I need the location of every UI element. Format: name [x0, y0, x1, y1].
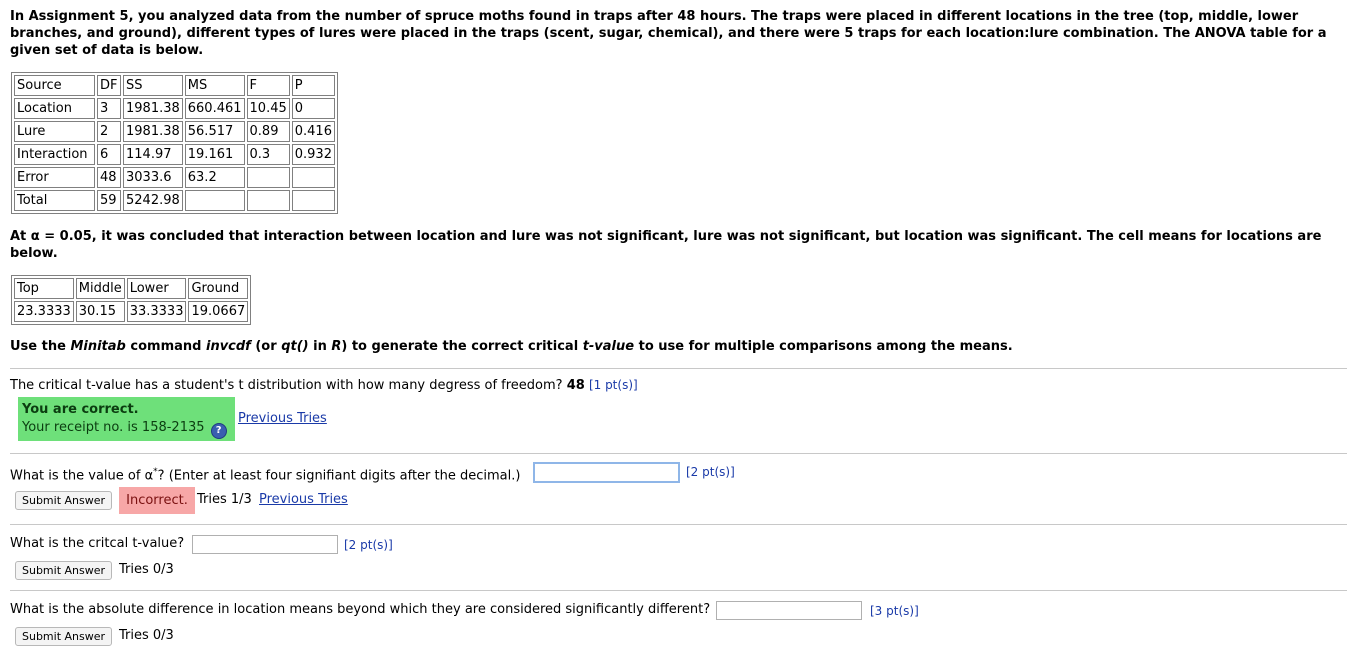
divider [10, 453, 1347, 454]
instruction-part: Use the [10, 339, 71, 354]
question-4-text: What is the absolute difference in location means beyond which they are considered significantly different? [10, 602, 711, 617]
anova-table [11, 72, 338, 214]
table-cell: 48 [97, 167, 121, 188]
help-icon[interactable]: ? [211, 423, 227, 439]
location-means-table [11, 275, 251, 325]
question-2-points: [2 pt(s)] [686, 465, 735, 479]
table-cell [247, 190, 290, 211]
table-cell: Error [14, 167, 95, 188]
table-cell: 6 [97, 144, 121, 165]
header-cell: F [247, 75, 290, 96]
minitab-term: Minitab [70, 339, 126, 354]
divider [10, 524, 1347, 525]
table-row [14, 121, 335, 142]
question-3 [10, 535, 184, 553]
header-cell: Top [14, 278, 74, 299]
table-cell: 1981.38 [123, 121, 183, 142]
submit-answer-button-q2[interactable]: Submit Answer [15, 491, 112, 510]
table-cell: Location [14, 98, 95, 119]
question-1-text: The critical t-value has a student's t distribution with how many degress of freedom? [10, 378, 563, 393]
question-2-text-pre: What is the value of α [10, 468, 154, 484]
table-cell: 19.0667 [188, 301, 248, 322]
instruction-part: in [308, 339, 332, 354]
table-cell [292, 167, 335, 188]
header-cell: Ground [188, 278, 248, 299]
table-cell: 33.3333 [127, 301, 187, 322]
table-cell: 0.89 [247, 121, 290, 142]
instruction-part: to use for multiple comparisons among the means. [634, 339, 1013, 354]
header-cell: Middle [76, 278, 125, 299]
divider [10, 368, 1347, 369]
anova-header-row [14, 75, 335, 96]
table-cell: 2 [97, 121, 121, 142]
question-1-previous-tries-link[interactable]: Previous Tries [238, 411, 327, 426]
table-cell: Interaction [14, 144, 95, 165]
header-cell: Lower [127, 278, 187, 299]
question-2-previous-tries-link[interactable]: Previous Tries [259, 492, 348, 507]
table-cell: 0.3 [247, 144, 290, 165]
instruction-part: command [125, 339, 206, 354]
submit-answer-button-q4[interactable]: Submit Answer [15, 627, 112, 646]
question-4-tries: Tries 0/3 [119, 628, 174, 643]
table-cell [185, 190, 245, 211]
question-2-text-post: ? (Enter at least four signifiant digits after the decimal.) [157, 468, 521, 484]
question-3-points: [2 pt(s)] [344, 538, 393, 552]
table-cell: 30.15 [76, 301, 125, 322]
table-cell: 23.3333 [14, 301, 74, 322]
table-row [14, 190, 335, 211]
header-cell: SS [123, 75, 183, 96]
incorrect-badge: Incorrect. [119, 487, 195, 514]
question-2 [10, 463, 520, 485]
table-cell: Total [14, 190, 95, 211]
table-cell: 19.161 [185, 144, 245, 165]
table-cell: 63.2 [185, 167, 245, 188]
table-cell: 5242.98 [123, 190, 183, 211]
receipt-line [22, 420, 227, 439]
table-cell: 660.461 [185, 98, 245, 119]
table-cell: 0.932 [292, 144, 335, 165]
correct-title: You are correct. [22, 402, 139, 417]
conclusion-text: At α = 0.05, it was concluded that interaction between location and lure was not significant, lure was not significant, but location was significant. The cell means for locations are below. [10, 229, 1322, 261]
table-cell: 114.97 [123, 144, 183, 165]
question-3-tries: Tries 0/3 [119, 562, 174, 577]
alpha-star-input[interactable] [533, 462, 680, 483]
table-cell: 0.416 [292, 121, 335, 142]
qt-term: qt() [281, 339, 309, 354]
table-row [14, 301, 248, 322]
question-4 [10, 601, 710, 619]
correct-feedback [18, 397, 235, 441]
question-1-answer: 48 [566, 378, 585, 393]
table-cell: 3033.6 [123, 167, 183, 188]
table-cell: Lure [14, 121, 95, 142]
r-term: R [331, 339, 342, 354]
question-4-points: [3 pt(s)] [870, 604, 919, 618]
table-cell: 56.517 [185, 121, 245, 142]
receipt-text: Your receipt no. is 158-2135 [22, 420, 205, 435]
question-3-text: What is the critcal t-value? [10, 536, 185, 551]
critical-t-value-input[interactable] [192, 535, 338, 554]
question-2-tries: Tries 1/3 [197, 492, 252, 507]
table-cell: 3 [97, 98, 121, 119]
absolute-difference-input[interactable] [716, 601, 862, 620]
table-cell [247, 167, 290, 188]
table-cell: 0 [292, 98, 335, 119]
table-cell: 10.45 [247, 98, 290, 119]
means-header-row [14, 278, 248, 299]
instruction-part: (or [250, 339, 282, 354]
table-cell [292, 190, 335, 211]
header-cell: P [292, 75, 335, 96]
header-cell: Source [14, 75, 95, 96]
table-cell: 1981.38 [123, 98, 183, 119]
instruction-part: ) to generate the correct critical [341, 339, 583, 354]
invcdf-term: invcdf [205, 339, 251, 354]
table-row [14, 144, 335, 165]
instruction-text [10, 338, 1340, 355]
question-1-points: [1 pt(s)] [588, 378, 638, 392]
header-cell: DF [97, 75, 121, 96]
t-value-term: t-value [582, 339, 635, 354]
question-2-superscript: * [153, 467, 158, 477]
problem-intro: In Assignment 5, you analyzed data from the number of spruce moths found in traps after 48 hours. The traps were placed in different locations in the tree (top, middle, lower branches, and ground), different types of lures were placed in the traps (scent, sugar, chemical), and there were 5 traps for each location:lure combination. The ANOVA table for a given set of data is below. [10, 9, 1327, 58]
table-row [14, 98, 335, 119]
header-cell: MS [185, 75, 245, 96]
table-row [14, 167, 335, 188]
table-cell: 59 [97, 190, 121, 211]
submit-answer-button-q3[interactable]: Submit Answer [15, 561, 112, 580]
question-1 [10, 376, 638, 395]
divider [10, 590, 1347, 591]
